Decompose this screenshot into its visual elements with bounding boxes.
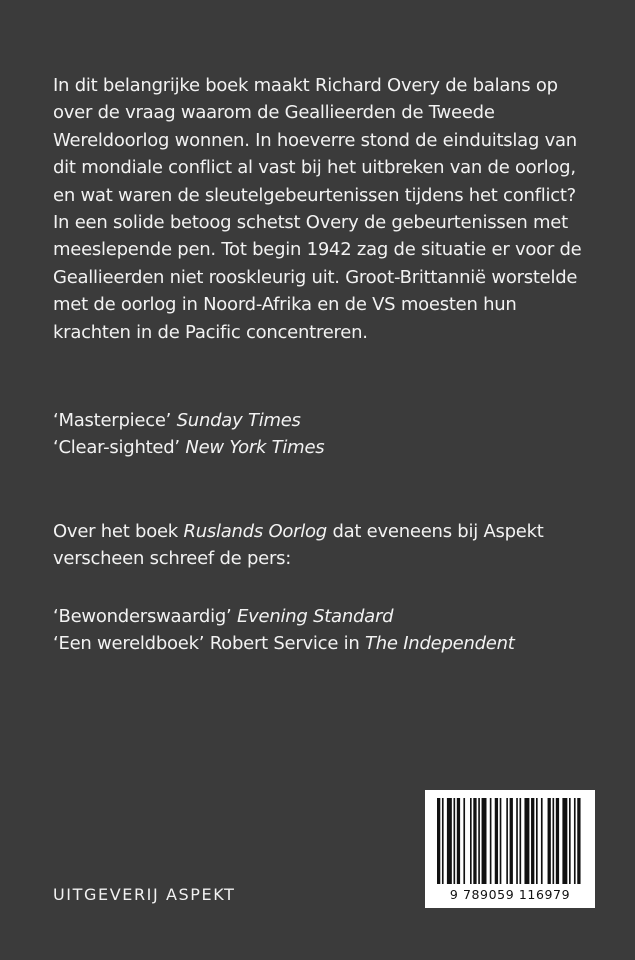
barcode-bar: [548, 798, 551, 884]
press-quotes: [53, 407, 593, 462]
blurb-text: In dit belangrijke boek maakt Richard Overy de balans op over de vraag waarom de Geallieerden de Tweede Wereldoorlog wonnen. In hoeverre stond de einduitslag van dit mondiale conflict al vast bij het uitbreken van de oorlog, en wat waren de sleutelgebeurtenissen tijdens het conflict? In een solide betoog schetst Overy de gebeurtenissen met meeslepende pen. Tot begin 1942 zag de situatie er voor de Geallieerden niet rooskleurig uit. Groot-Brittannië worstelde met de oorlog in Noord-Afrika en de VS moesten hun krachten in de Pacific concentreren.: [53, 75, 582, 343]
barcode-bar: [524, 798, 529, 884]
press-quote: [53, 630, 613, 657]
barcode-bar: [470, 798, 472, 884]
quote-source: The Independent: [365, 633, 515, 655]
barcode-bars: [425, 790, 595, 890]
barcode-bar: [577, 798, 580, 884]
press-quote: [53, 603, 613, 630]
quote-source: Evening Standard: [237, 606, 394, 627]
press-quote: [53, 434, 593, 461]
quote-middle: Robert Service in: [204, 633, 360, 655]
barcode-bar: [454, 798, 456, 884]
barcode-bar: [437, 798, 440, 884]
barcode-bar: [473, 798, 476, 884]
barcode: [425, 790, 595, 908]
barcode-bar: [569, 798, 571, 884]
barcode-bar: [442, 798, 444, 884]
isbn-number: 9 789059 116979: [449, 887, 571, 902]
barcode-bar: [490, 798, 492, 884]
intro-after: dat eveneens bij Aspekt verscheen schreef de pers:: [53, 521, 544, 570]
press-quote: [53, 407, 593, 434]
barcode-bar: [506, 798, 508, 884]
barcode-bar: [447, 798, 452, 884]
barcode-bar: [531, 798, 534, 884]
quote-text: ‘Clear-sighted’: [53, 437, 180, 459]
barcode-bar: [541, 798, 543, 884]
barcode-bar: [520, 798, 522, 884]
barcode-bar: [510, 798, 513, 884]
barcode-bar: [562, 798, 567, 884]
publisher-name: UITGEVERIJ ASPEKT: [53, 885, 236, 904]
barcode-bar: [516, 798, 518, 884]
barcode-bar: [495, 798, 498, 884]
related-press-quotes: [53, 603, 613, 658]
barcode-bar: [556, 798, 559, 884]
barcode-bar: [457, 798, 460, 884]
barcode-bar: [574, 798, 576, 884]
intro-before: Over het boek: [53, 521, 184, 542]
barcode-bar: [536, 798, 538, 884]
barcode-bar: [553, 798, 555, 884]
quote-text: ‘Masterpiece’: [53, 410, 172, 431]
barcode-bar: [478, 798, 480, 884]
quote-source: New York Times: [185, 437, 325, 459]
related-book-intro: [53, 518, 593, 573]
quote-text: ‘Een wereldboek’: [53, 633, 205, 655]
barcode-bar: [463, 798, 465, 884]
barcode-bar: [482, 798, 487, 884]
barcode-bar: [500, 798, 502, 884]
quote-source: Sunday Times: [176, 410, 301, 431]
quote-text: ‘Bewonderswaardig’: [53, 606, 232, 627]
related-book-title: Ruslands Oorlog: [183, 521, 327, 542]
